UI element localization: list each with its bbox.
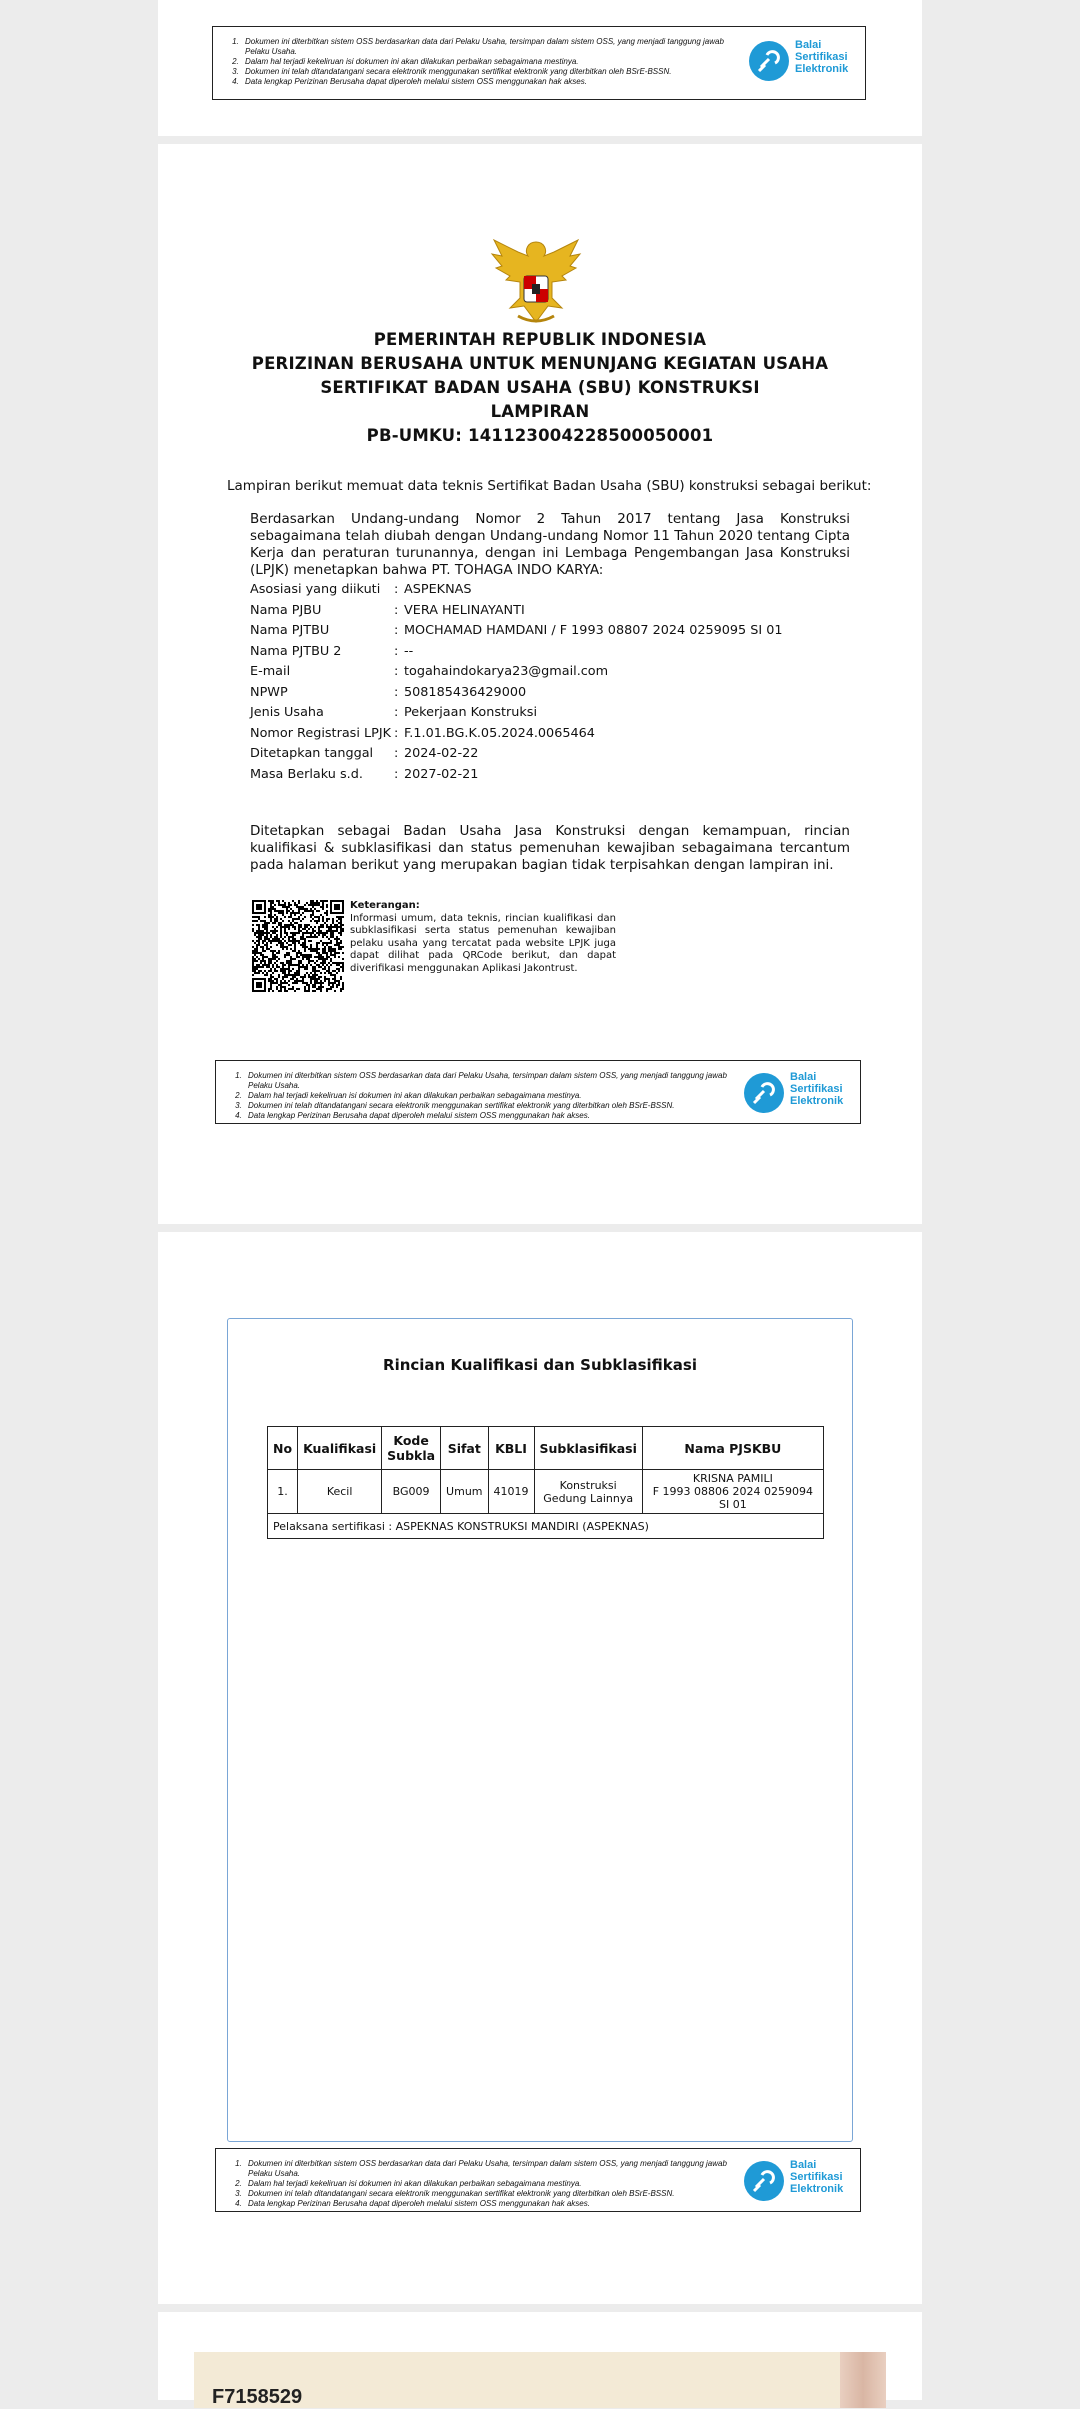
data-label: Ditetapkan tanggal [250, 746, 374, 761]
bse-logo-icon [744, 1073, 784, 1113]
bse-logo [744, 1071, 852, 1111]
data-value: ASPEKNAS [404, 582, 472, 597]
col-header: Sifat [441, 1427, 488, 1470]
footer-note: 2. Dalam hal terjadi kekeliruan isi dokumen ini akan dilakukan perbaikan sebagaimana mestinya. [244, 2179, 742, 2189]
subklasifikasi-line: Konstruksi [559, 1478, 617, 1492]
footer-notes [222, 1071, 742, 1121]
data-label: NPWP [250, 684, 288, 700]
data-value: MOCHAMAD HAMDANI / F 1993 08807 2024 0259095 SI 01 [404, 623, 783, 638]
header-line-4: LAMPIRAN [490, 402, 590, 421]
page-rincian [158, 1232, 922, 2304]
footer-notes [222, 2159, 742, 2209]
page-1-fragment [158, 0, 922, 136]
table-row [268, 1514, 824, 1539]
col-header: Kode Subkla [382, 1427, 441, 1470]
pjskbu-name: KRISNA PAMILI [692, 1472, 773, 1485]
bse-logo-text: Sertifikasi [790, 1083, 843, 1095]
bse-logo-text: Balai [795, 39, 822, 51]
page-4-fragment [158, 2312, 922, 2408]
paragraph-determination: Ditetapkan sebagai Badan Usaha Jasa Konstruksi dengan kemampuan, rincian kualifikasi & subklasifikasi dan status pemenuhan kewajiban sebagaimana tercantum pada halaman berikut yang merupakan bagian tidak terpisahkan dengan lampiran ini. [250, 823, 850, 873]
col-header: Nama PJSKBU [642, 1427, 823, 1470]
rincian-title: Rincian Kualifikasi dan Subklasifikasi [383, 1356, 697, 1374]
pelaksana-sertifikasi: Pelaksana sertifikasi : ASPEKNAS KONSTRUKSI MANDIRI (ASPEKNAS) [268, 1514, 824, 1539]
footer-note: 3. Dokumen ini telah ditandatangani secara elektronik menggunakan sertifikat elektronik yang diterbitkan oleh BSrE-BSSN. [244, 1101, 742, 1111]
garuda-emblem-icon [488, 236, 584, 330]
bse-logo [744, 2159, 852, 2199]
footer-notice [212, 26, 866, 100]
keterangan-note [350, 900, 616, 975]
footer-note: 3. Dokumen ini telah ditandatangani secara elektronik menggunakan sertifikat elektronik yang diterbitkan oleh BSrE-BSSN. [241, 67, 747, 77]
footer-note: 2. Dalam hal terjadi kekeliruan isi dokumen ini akan dilakukan perbaikan sebagaimana mestinya. [241, 57, 747, 67]
data-value: F.1.01.BG.K.05.2024.0065464 [404, 725, 595, 741]
cell-subklasifikasi [534, 1470, 642, 1514]
rincian-table [267, 1426, 824, 1539]
footer-note: 2. Dalam hal terjadi kekeliruan isi dokumen ini akan dilakukan perbaikan sebagaimana mestinya. [244, 1091, 742, 1101]
bse-logo-text: Elektronik [790, 2183, 844, 2195]
footer-note: 3. Dokumen ini telah ditandatangani secara elektronik menggunakan sertifikat elektronik yang diterbitkan oleh BSrE-BSSN. [244, 2189, 742, 2199]
data-value: VERA HELINAYANTI [404, 602, 525, 618]
bse-logo-text: Sertifikasi [790, 2171, 843, 2183]
bse-logo-text: Elektronik [795, 63, 849, 75]
keterangan-text: Informasi umum, data teknis, rincian kualifikasi dan subklasifikasi serta status pemenuhan kewajiban pelaku usaha yang tercatat pada website LPJK juga dapat dilihat pada QRCode berikut, dan dapat diverifikasi menggunakan Aplikasi Jakontrust. [350, 912, 616, 974]
footer-notice [215, 2148, 861, 2212]
footer-note: 4. Data lengkap Perizinan Berusaha dapat diperoleh melalui sistem OSS menggunakan hak akses. [244, 1111, 742, 1121]
header-line-1: PEMERINTAH REPUBLIK INDONESIA [373, 330, 707, 349]
footer-note: 4. Data lengkap Perizinan Berusaha dapat diperoleh melalui sistem OSS menggunakan hak akses. [241, 77, 747, 87]
header-line-3: SERTIFIKAT BADAN USAHA (SBU) KONSTRUKSI [320, 378, 760, 397]
keterangan-title: Keterangan: [350, 900, 420, 911]
data-label: Nama PJBU [250, 602, 322, 618]
footer-note: 4. Data lengkap Perizinan Berusaha dapat diperoleh melalui sistem OSS menggunakan hak akses. [244, 2199, 742, 2209]
data-label: E-mail [250, 664, 291, 679]
data-value: 508185436429000 [404, 684, 527, 700]
subklasifikasi-line: Gedung Lainnya [543, 1491, 634, 1505]
footer-note: 1. Dokumen ini diterbitkan sistem OSS berdasarkan data dari Pelaku Usaha, tersimpan dalam sistem OSS, yang menjadi tanggung jawab Pelaku Usaha. [241, 37, 747, 57]
page-lampiran: PEMERINTAH REPUBLIK INDONESIA PERIZINAN BERUSAHA UNTUK MENUNJANG KEGIATAN USAHA SERTIFIKAT BADAN USAHA (SBU) KONSTRUKSI LAMPIRAN PB-UMKU: 141123004228500050001 Lampiran berikut memuat data teknis Sertifikat Badan Usaha (SBU) konstruksi sebagai berikut: Berdasarkan Undang-undang Nomor 2 Tahun 2017 tentang Jasa Konstruksi sebagaimana telah diubah dengan Undang-undang Nomor 11 Tahun 2020 tentang Cipta Kerja dan peraturan turunannya, dengan ini Lembaga Pengembangan Jasa Konstruksi (LPJK) menetapkan bahwa PT. TOHAGA INDO KARYA: Asosiasi yang diikuti : ASPEKNAS Nama PJBU : VERA HELINAYANTI Nama PJTBU : MOCHAMAD HAMDANI / F 1993 08807 2024 0259095 SI 01 Nama PJTBU 2 : -- E-mail : togahaindokarya23@gmail.com NPWP : 508185436429000 Jenis Usaha : Pekerjaan Konstruksi Nomor Registrasi LPJK : F.1.01.BG.K.05.2024.0065464 Ditetapkan tanggal : 2024-02-22 Masa Berlaku s.d. : 2027-02-21 Ditetapkan sebagai Badan Usaha Jasa Konstruksi dengan kemampuan, rincian kualifikasi & subklasifikasi dan status pemenuhan kewajiban sebagaimana tercantum pada halaman berikut yang merupakan bagian tidak terpisahkan dengan lampiran ini. Keterangan: Informasi umum, data teknis, rincian kualifikasi dan subklasifikasi serta status pemenuhan kewajiban pelaku usaha yang tercatat pada website LPJK juga dapat dilihat pada QRCode berikut, dan dapat diverifikasi menggunakan Aplikasi Jakontrust. 1. Dokumen ini diterbitkan sistem OSS berdasarkan data dari Pelaku Usaha, tersimpan dalam sistem OSS, yang menjadi tanggung jawab Pelaku Usaha. 2. Dalam hal terjadi kekeliruan isi dokumen ini akan dilakukan perbaikan sebagaimana mestinya. 3. Dokumen ini telah ditandatangani secara elektronik menggunakan sertifikat elektronik yang diterbitkan oleh BSrE-BSSN. 4. Data lengkap Perizinan Berusaha dapat diperoleh melalui sistem OSS menggunakan hak akses. Balai Sertifikasi Elektronik [158, 144, 922, 1224]
col-header: KBLI [488, 1427, 534, 1470]
table-row [268, 1470, 824, 1514]
col-header: No [268, 1427, 298, 1470]
data-label: Jenis Usaha [250, 705, 324, 720]
data-label: Nomor Registrasi LPJK [250, 725, 391, 741]
data-label: Nama PJTBU [250, 623, 330, 638]
cell-kbli: 41019 [488, 1470, 534, 1514]
qr-code-icon[interactable] [252, 900, 344, 992]
header-line-2: PERIZINAN BERUSAHA UNTUK MENUNJANG KEGIATAN USAHA [251, 354, 829, 373]
cell-no: 1. [268, 1470, 298, 1514]
bse-logo-text: Elektronik [790, 1095, 844, 1107]
paragraph-regulation: Berdasarkan Undang-undang Nomor 2 Tahun 2017 tentang Jasa Konstruksi sebagaimana telah diubah dengan Undang-undang Nomor 11 Tahun 2020 tentang Cipta Kerja dan peraturan turunannya, dengan ini Lembaga Pengembangan Jasa Konstruksi (LPJK) menetapkan bahwa PT. TOHAGA INDO KARYA: [250, 511, 850, 578]
data-value: 2024-02-22 [404, 746, 479, 761]
col-header: Kualifikasi [298, 1427, 382, 1470]
pjskbu-number: F 1993 08806 2024 0259094 SI 01 [652, 1485, 814, 1511]
data-label: Nama PJTBU 2 [250, 643, 342, 659]
footer-notice [215, 1060, 861, 1124]
data-label: Asosiasi yang diikuti [250, 582, 381, 597]
cell-sifat: Umum [441, 1470, 488, 1514]
cell-kualifikasi: Kecil [298, 1470, 382, 1514]
footer-note: 1. Dokumen ini diterbitkan sistem OSS berdasarkan data dari Pelaku Usaha, tersimpan dalam sistem OSS, yang menjadi tanggung jawab Pelaku Usaha. [244, 2159, 742, 2179]
col-header: Subklasifikasi [534, 1427, 642, 1470]
table-header-row [268, 1427, 824, 1470]
data-label: Masa Berlaku s.d. [250, 766, 363, 782]
data-value: togahaindokarya23@gmail.com [404, 664, 609, 679]
data-value: -- [404, 643, 414, 659]
footer-note: 1. Dokumen ini diterbitkan sistem OSS berdasarkan data dari Pelaku Usaha, tersimpan dalam sistem OSS, yang menjadi tanggung jawab Pelaku Usaha. [244, 1071, 742, 1091]
footer-notes [219, 37, 747, 87]
data-value: Pekerjaan Konstruksi [404, 705, 538, 720]
certificate-number: F7158529 [212, 2386, 303, 2408]
bse-logo-text: Balai [790, 2159, 817, 2171]
data-value: 2027-02-21 [404, 766, 479, 782]
bse-logo [749, 39, 857, 79]
cell-kode: BG009 [382, 1470, 441, 1514]
cell-pjskbu [642, 1470, 823, 1514]
bse-logo-text: Balai [790, 1071, 817, 1083]
bse-logo-text: Sertifikasi [795, 51, 848, 63]
intro-text: Lampiran berikut memuat data teknis Sertifikat Badan Usaha (SBU) konstruksi sebagai berikut: [227, 478, 872, 494]
bse-logo-icon [744, 2161, 784, 2201]
bse-logo-icon [749, 41, 789, 81]
pb-umku-number: PB-UMKU: 141123004228500050001 [366, 426, 714, 445]
